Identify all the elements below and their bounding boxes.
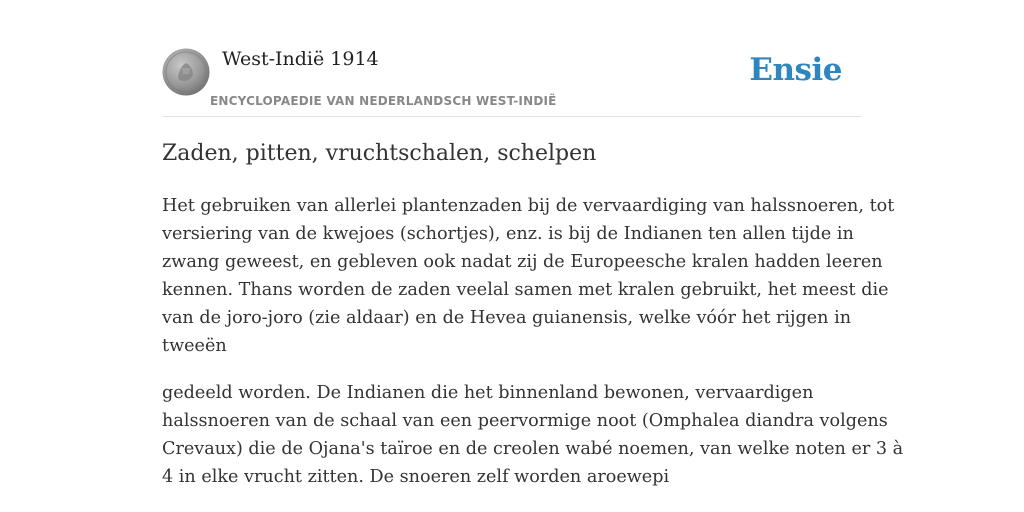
article-paragraph [162,379,904,491]
text-line: Het gebruiken van allerlei plantenzaden bij de vervaardiging van halssnoeren, tot [162,196,895,216]
text-line: kennen. Thans worden de zaden veelal samen met kralen gebruikt, het meest die [162,280,889,300]
article-paragraph [162,192,895,360]
text-line: tweeën [162,336,227,356]
text-line: van de joro-joro (zie aldaar) en de Hevea guianensis, welke vóór het rijgen in [162,308,852,328]
text-line: halssnoeren van de schaal van een peervormige noot (Omphalea diandra volgens [162,411,888,431]
text-line: 4 in elke vrucht zitten. De snoeren zelf worden aroewepi [162,467,670,487]
text-line: gedeeld worden. De Indianen die het binnenland bewonen, vervaardigen [162,383,814,403]
coin-icon[interactable] [162,48,210,96]
article-title: Zaden, pitten, vruchtschalen, schelpen [162,141,597,166]
text-line: zwang geweest, en gebleven ook nadat zij de Europeesche kralen hadden leeren [162,252,883,272]
site-header [162,44,862,117]
text-line: Crevaux) die de Ojana's taïroe en de creolen wabé noemen, van welke noten er 3 à [162,439,904,459]
text-line: versiering van de kwejoes (schortjes), enz. is bij de Indianen ten allen tijde in [162,224,854,244]
book-title[interactable]: West-Indië 1914 [222,48,379,70]
book-subtitle: ENCYCLOPAEDIE VAN NEDERLANDSCH WEST-INDIË [210,94,557,108]
brand-logo-link[interactable]: Ensie [749,52,842,88]
